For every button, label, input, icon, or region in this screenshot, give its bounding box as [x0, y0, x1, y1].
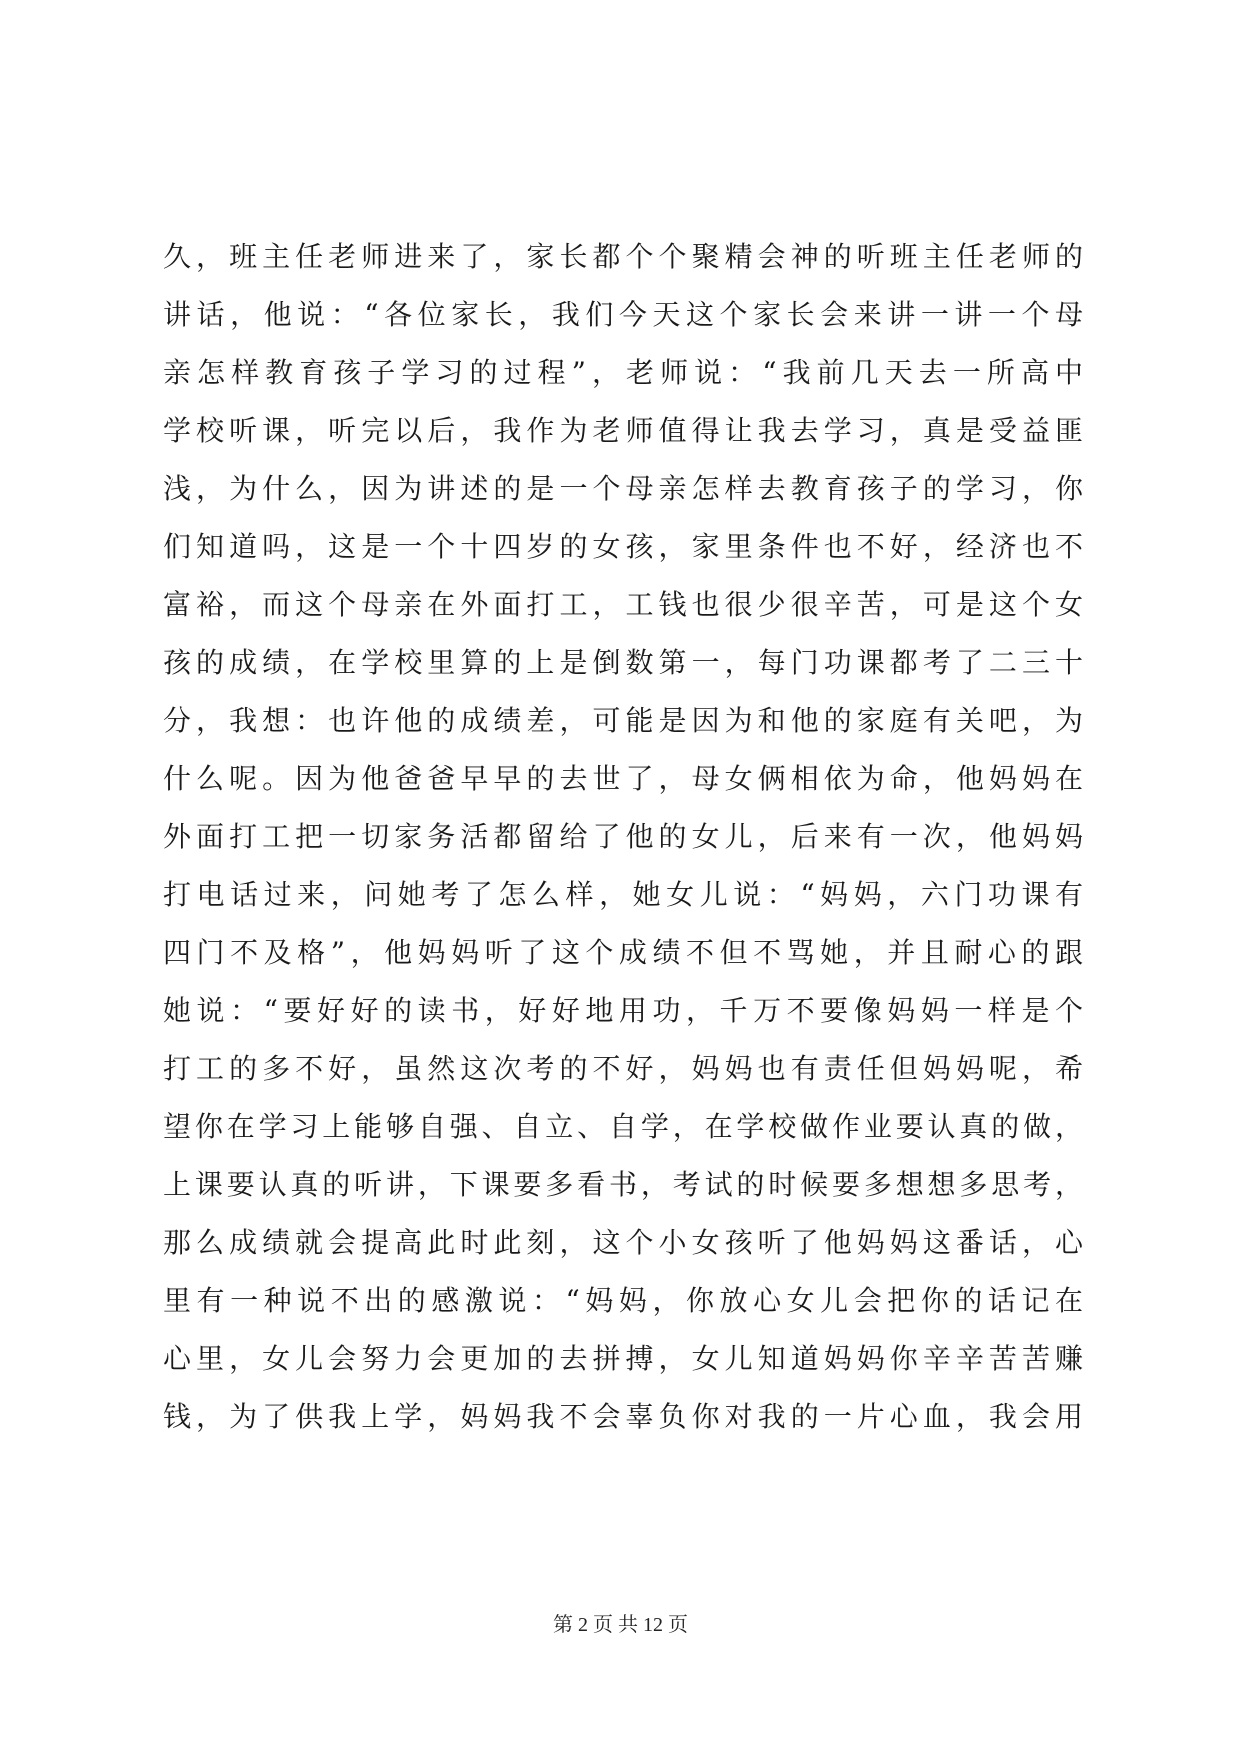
text-line: 那么成绩就会提高此时此刻，这个小女孩听了他妈妈这番话，心: [163, 1226, 1083, 1259]
text-line: 打电话过来，问她考了怎么样，她女儿说：“妈妈，六门功课有: [163, 878, 1083, 911]
text-line: 四门不及格”，他妈妈听了这个成绩不但不骂她，并且耐心的跟: [163, 936, 1083, 969]
text-line: 心里，女儿会努力会更加的去拼搏，女儿知道妈妈你辛辛苦苦赚: [163, 1342, 1083, 1375]
text-line: 久，班主任老师进来了，家长都个个聚精会神的听班主任老师的: [163, 240, 1083, 273]
text-line: 打工的多不好，虽然这次考的不好，妈妈也有责任但妈妈呢，希: [163, 1052, 1083, 1085]
text-line: 富裕，而这个母亲在外面打工，工钱也很少很辛苦，可是这个女: [163, 588, 1083, 621]
text-line: 亲怎样教育孩子学习的过程”，老师说：“我前几天去一所高中: [163, 356, 1083, 389]
text-line: 外面打工把一切家务活都留给了他的女儿，后来有一次，他妈妈: [163, 820, 1083, 853]
body-text: [163, 228, 1083, 1446]
text-line: 钱，为了供我上学，妈妈我不会辜负你对我的一片心血，我会用: [163, 1400, 1083, 1433]
text-line: 们知道吗，这是一个十四岁的女孩，家里条件也不好，经济也不: [163, 530, 1083, 563]
text-line: 她说：“要好好的读书，好好地用功，千万不要像妈妈一样是个: [163, 994, 1083, 1027]
text-line: 学校听课，听完以后，我作为老师值得让我去学习，真是受益匪: [163, 414, 1083, 447]
text-line: 分，我想：也许他的成绩差，可能是因为和他的家庭有关吧，为: [163, 704, 1083, 737]
text-line: 浅，为什么，因为讲述的是一个母亲怎样去教育孩子的学习，你: [163, 472, 1083, 505]
text-line: 什么呢。因为他爸爸早早的去世了，母女俩相依为命，他妈妈在: [163, 762, 1083, 795]
page-footer: 第 2 页 共 12 页: [553, 1614, 688, 1636]
text-line: 孩的成绩，在学校里算的上是倒数第一，每门功课都考了二三十: [163, 646, 1083, 679]
text-line: 讲话，他说：“各位家长，我们今天这个家长会来讲一讲一个母: [163, 298, 1083, 331]
text-line: 里有一种说不出的感激说：“妈妈，你放心女儿会把你的话记在: [163, 1284, 1083, 1317]
text-line: 望你在学习上能够自强、自立、自学，在学校做作业要认真的做，: [163, 1110, 1083, 1143]
text-line: 上课要认真的听讲，下课要多看书，考试的时候要多想想多思考，: [163, 1168, 1083, 1201]
